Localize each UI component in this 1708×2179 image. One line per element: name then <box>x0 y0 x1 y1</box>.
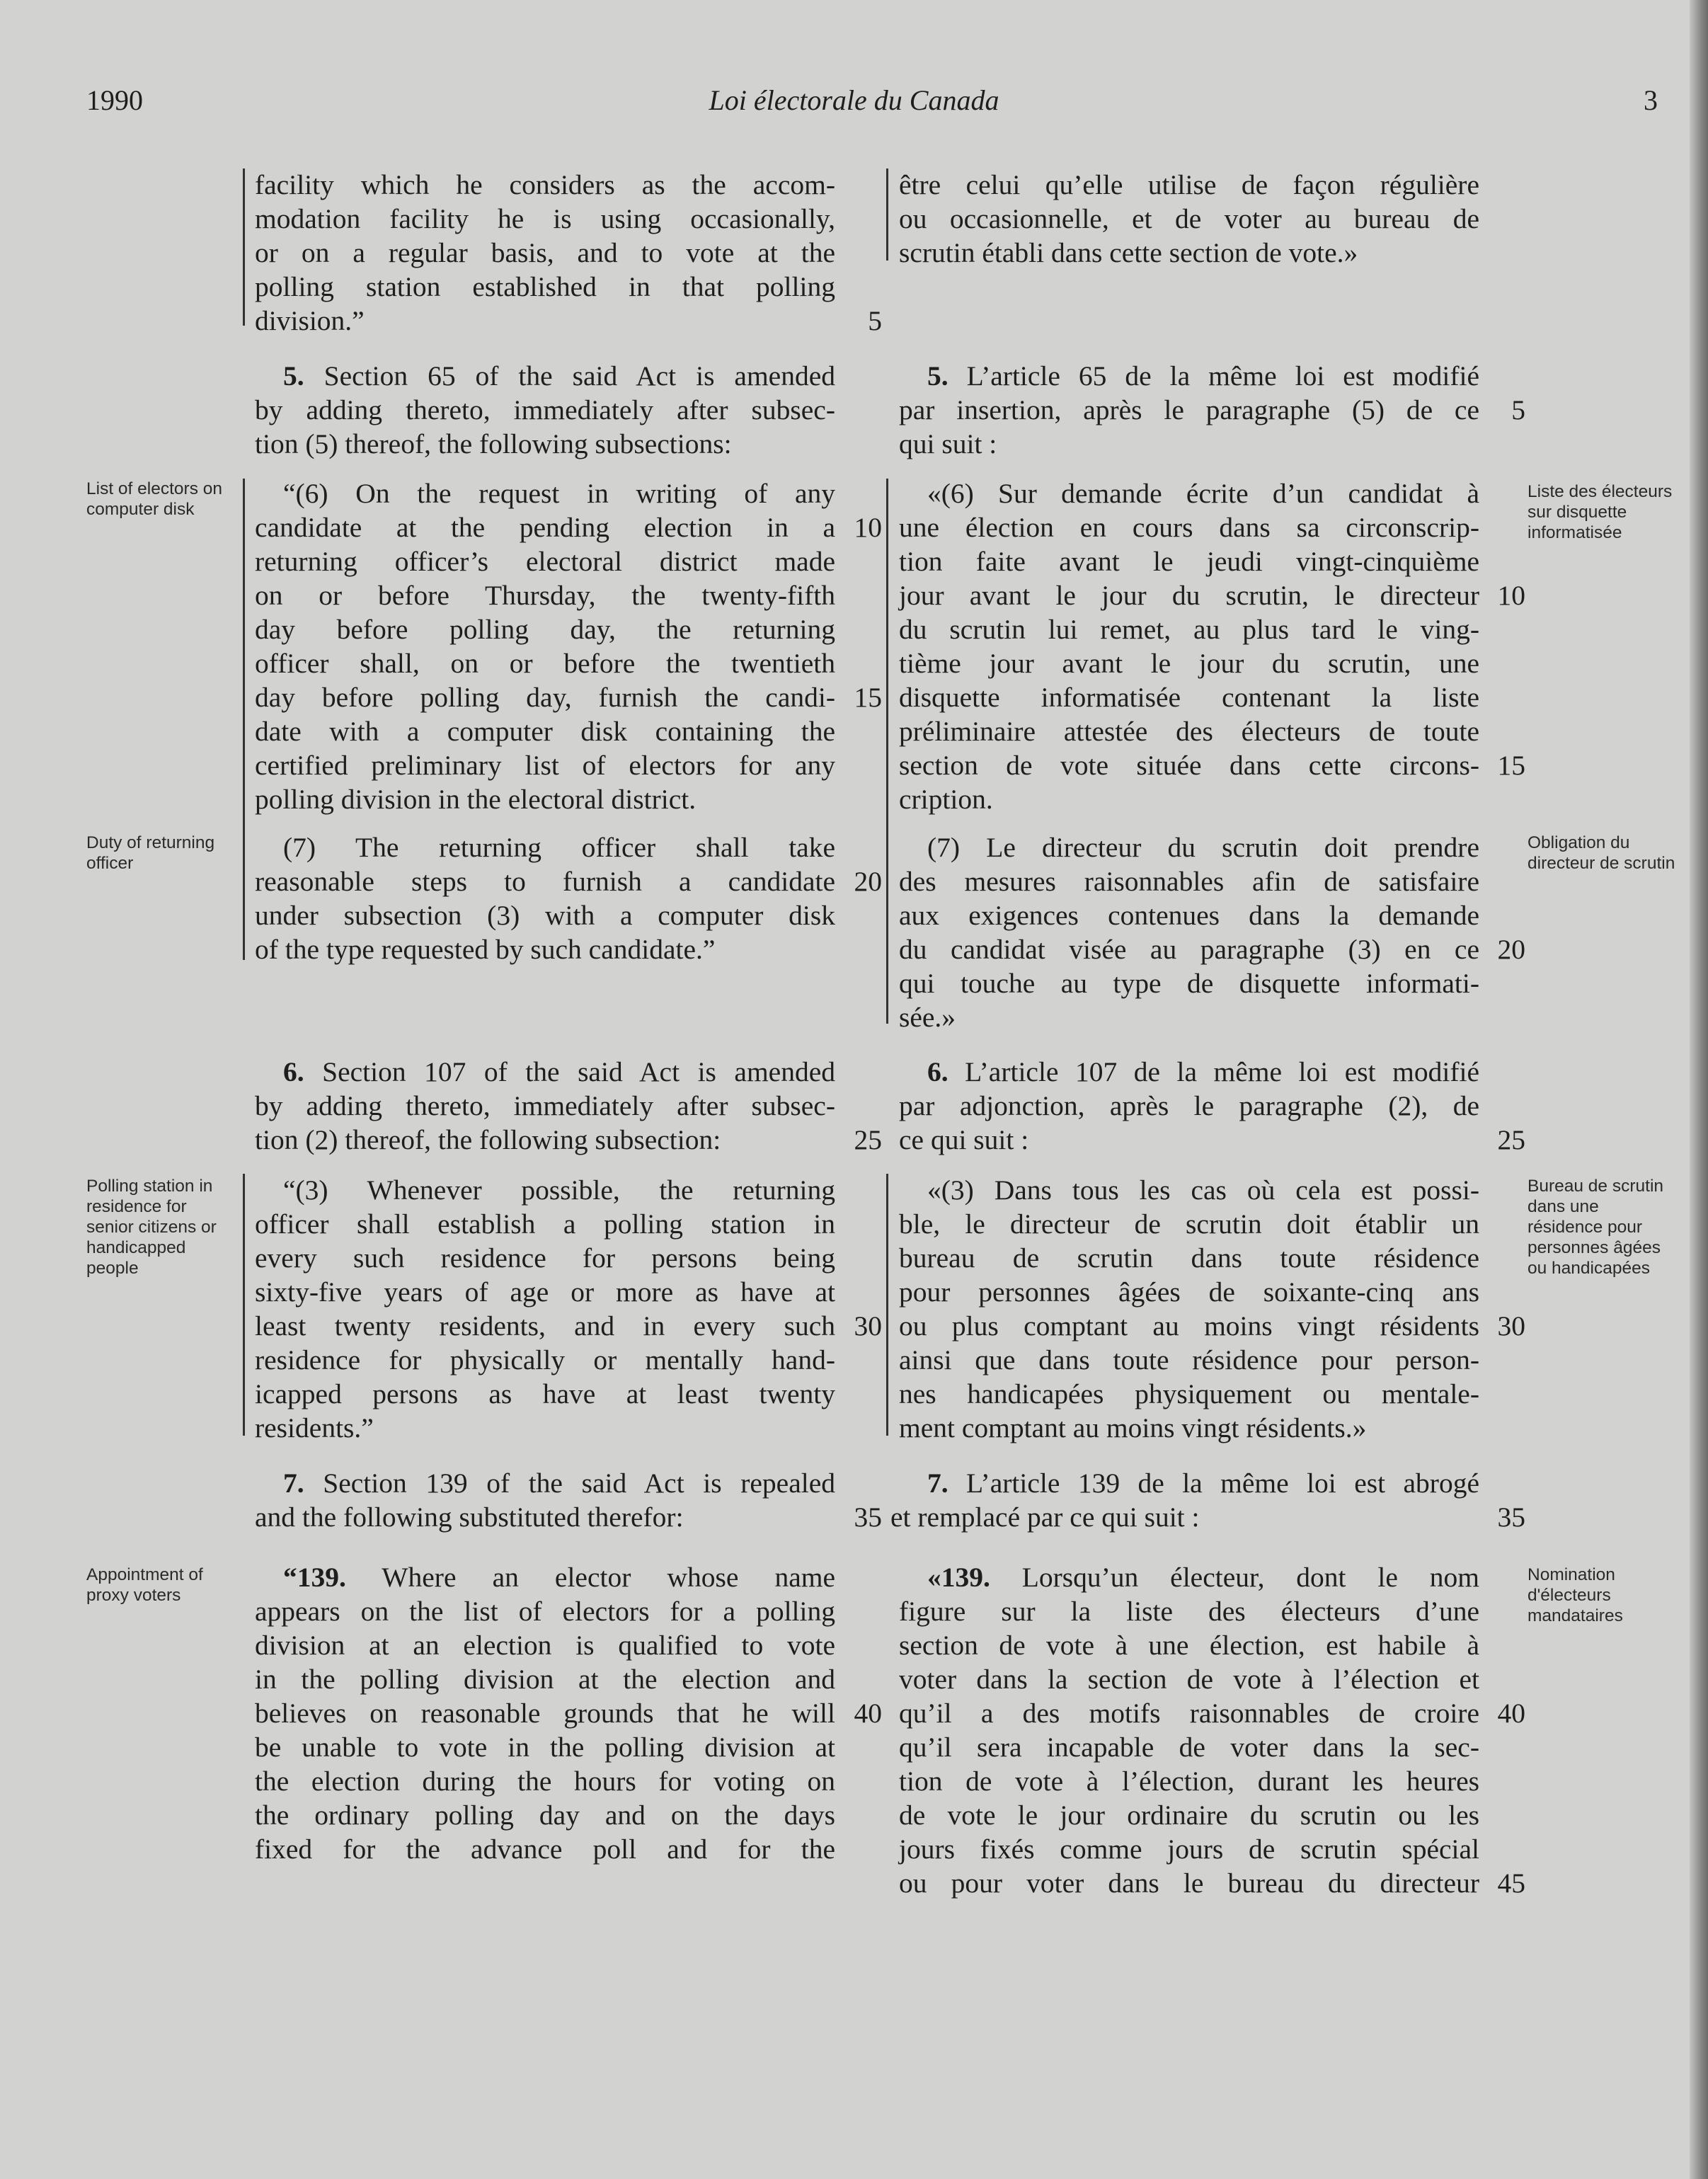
text-line: reasonable steps to furnish a candidate <box>255 866 835 897</box>
amendment-bar-en <box>243 168 245 326</box>
text-line-subsection: «(3) Dans tous les cas où cela est possi- <box>927 1174 1479 1206</box>
text-line: par adjonction, après le paragraphe (2), de <box>899 1090 1479 1121</box>
text-line: division.” <box>255 305 365 336</box>
line-number-fr: 40 <box>1497 1698 1525 1729</box>
text-line: nes handicapées physiquement ou mentale- <box>899 1378 1479 1409</box>
text-line: certified preliminary list of electors for any <box>255 750 835 781</box>
line-number-fr: 35 <box>1497 1502 1525 1533</box>
text-line-subsection: «(6) Sur demande écrite d’un candidat à <box>927 478 1479 509</box>
text-line: pour personnes âgées de soixante-cinq ans <box>899 1276 1479 1308</box>
text-line: of the type requested by such candidate.” <box>255 934 716 965</box>
text-line-subsection: (7) The returning officer shall take <box>283 832 835 863</box>
text-line: by adding thereto, immediately after subsec- <box>255 394 835 425</box>
text-line-subsection: “(6) On the request in writing of any <box>283 478 835 509</box>
line-number-fr: 45 <box>1497 1868 1525 1899</box>
text-line: ou occasionnelle, et de voter au bureau de <box>899 203 1479 234</box>
text-line: in the polling division at the election and <box>255 1664 835 1695</box>
text-line: ainsi que dans toute résidence pour person- <box>899 1344 1479 1376</box>
text-line: cription. <box>899 784 993 815</box>
line-number-en: 40 <box>854 1698 882 1729</box>
margin-note-fr-bureau-residence: Bureau de scrutin dans une résidence pour personnes âgées ou handicapées <box>1528 1177 1664 1278</box>
text-line: officer shall, on or before the twentieth <box>255 648 835 679</box>
text-line: returning officer’s electoral district made <box>255 546 835 577</box>
line-number-en: 35 <box>854 1502 882 1533</box>
text-line: tion faite avant le jeudi vingt-cinquième <box>899 546 1479 577</box>
text-line: polling station established in that polling <box>255 271 835 302</box>
line-number-en: 30 <box>854 1310 882 1342</box>
text-line: the election during the hours for voting on <box>255 1766 835 1797</box>
text-line: ble, le directeur de scrutin doit établir un <box>899 1208 1479 1240</box>
text-line: par insertion, après le paragraphe (5) de ce <box>899 394 1479 425</box>
amendment-bar-en <box>243 479 245 960</box>
text-line: day before polling day, furnish the candi- <box>255 682 835 713</box>
text-line: jours fixés comme jours de scrutin spécial <box>899 1834 1479 1865</box>
text-line: des mesures raisonnables afin de satisfaire <box>899 866 1479 897</box>
text-line-section-heading: 5. L’article 65 de la même loi est modifié <box>927 360 1479 391</box>
line-number-en: 15 <box>854 682 882 713</box>
text-line: voter dans la section de vote à l’élection et <box>899 1664 1479 1695</box>
text-line: tion (2) thereof, the following subsection: <box>255 1124 721 1155</box>
margin-note-fr-electeurs-mandataires: Nomination d'électeurs mandataires <box>1528 1565 1623 1625</box>
margin-note-en-polling-station-residence: Polling station in residence for senior citizens or handicapped people <box>86 1177 217 1278</box>
text-line: qui touche au type de disquette informati- <box>899 968 1479 999</box>
text-line: tion de vote à l’élection, durant les heures <box>899 1766 1479 1797</box>
text-line: sée.» <box>899 1002 956 1033</box>
text-line: be unable to vote in the polling division at <box>255 1732 835 1763</box>
text-line: du candidat visée au paragraphe (3) en ce <box>899 934 1479 965</box>
text-line: least twenty residents, and in every such <box>255 1310 835 1342</box>
text-line: icapped persons as have at least twenty <box>255 1378 835 1409</box>
line-number-en: 20 <box>854 866 882 897</box>
text-line: du scrutin lui remet, au plus tard le ving- <box>899 614 1479 645</box>
amendment-bar-en <box>243 1174 245 1436</box>
header-page-number: 3 <box>1644 84 1658 116</box>
text-line: division at an election is qualified to vote <box>255 1630 835 1661</box>
text-line: section de vote à une élection, est habile à <box>899 1630 1479 1661</box>
margin-note-en-proxy-voters: Appointment of proxy voters <box>86 1565 203 1605</box>
text-line: ce qui suit : <box>899 1124 1029 1155</box>
text-line: qui suit : <box>899 428 997 459</box>
text-line: every such residence for persons being <box>255 1242 835 1274</box>
text-line: tième jour avant le jour du scrutin, une <box>899 648 1479 679</box>
text-line: disquette informatisée contenant la liste <box>899 682 1479 713</box>
text-line: préliminaire attestée des électeurs de toute <box>899 716 1479 747</box>
text-line: facility which he considers as the accom- <box>255 169 835 200</box>
text-line-section-heading: 7. Section 139 of the said Act is repealed <box>283 1468 835 1499</box>
header-title: Loi électorale du Canada <box>709 84 999 116</box>
text-line-subsection: (7) Le directeur du scrutin doit prendre <box>927 832 1479 863</box>
text-line: or on a regular basis, and to vote at the <box>255 237 835 268</box>
page-edge-shadow <box>1690 0 1708 2179</box>
margin-note-en-duty-returning-officer: Duty of returning officer <box>86 833 215 873</box>
text-line-section-heading: «139. Lorsqu’un électeur, dont le nom <box>927 1562 1479 1593</box>
text-line: tion (5) thereof, the following subsections: <box>255 428 732 459</box>
margin-note-en-list-of-electors: List of electors on computer disk <box>86 479 223 519</box>
text-line: qu’il sera incapable de voter dans la sec- <box>899 1732 1479 1763</box>
text-line: qu’il a des motifs raisonnables de croire <box>899 1698 1479 1729</box>
text-line: believes on reasonable grounds that he will <box>255 1698 835 1729</box>
text-line: ou pour voter dans le bureau du directeur <box>899 1868 1479 1899</box>
text-line-section-heading: 5. Section 65 of the said Act is amended <box>283 360 835 391</box>
margin-note-fr-liste-electeurs: Liste des électeurs sur disquette informatisée <box>1528 482 1673 542</box>
amendment-bar-fr <box>886 1174 888 1436</box>
text-line: appears on the list of electors for a polling <box>255 1596 835 1627</box>
amendment-bar-fr <box>886 168 888 261</box>
line-number-fr: 10 <box>1497 580 1525 611</box>
header-year: 1990 <box>86 84 143 116</box>
line-number-fr: 5 <box>1511 394 1525 425</box>
line-number-fr: 15 <box>1497 750 1525 781</box>
text-line-section-heading: “139. Where an elector whose name <box>283 1562 835 1593</box>
text-line: officer shall establish a polling station in <box>255 1208 835 1240</box>
text-line: section de vote située dans cette circons- <box>899 750 1479 781</box>
line-number-en: 5 <box>868 305 882 336</box>
text-line: ou plus comptant au moins vingt résidents <box>899 1310 1479 1342</box>
text-line: une élection en cours dans sa circonscrip- <box>899 512 1479 543</box>
line-number-fr: 25 <box>1497 1124 1525 1155</box>
text-line: fixed for the advance poll and for the <box>255 1834 835 1865</box>
text-line: and the following substituted therefor: <box>255 1502 684 1533</box>
text-line: on or before Thursday, the twenty-fifth <box>255 580 835 611</box>
text-line: the ordinary polling day and on the days <box>255 1800 835 1831</box>
text-line-section-heading: 6. L’article 107 de la même loi est modifié <box>927 1056 1479 1087</box>
text-line: ment comptant au moins vingt résidents.» <box>899 1412 1367 1443</box>
line-number-en: 10 <box>854 512 882 543</box>
text-line: figure sur la liste des électeurs d’une <box>899 1596 1479 1627</box>
text-line: residence for physically or mentally hand- <box>255 1344 835 1376</box>
line-number-fr: 30 <box>1497 1310 1525 1342</box>
text-line: scrutin établi dans cette section de vote.» <box>899 237 1358 268</box>
text-line: residents.” <box>255 1412 374 1443</box>
text-line-section-heading: 7. L’article 139 de la même loi est abrogé <box>927 1468 1479 1499</box>
text-line-section-heading: 6. Section 107 of the said Act is amended <box>283 1056 835 1087</box>
text-line: et remplacé par ce qui suit : <box>890 1502 1200 1533</box>
text-line: sixty-five years of age or more as have at <box>255 1276 835 1308</box>
line-number-fr: 20 <box>1497 934 1525 965</box>
text-line: day before polling day, the returning <box>255 614 835 645</box>
text-line: polling division in the electoral district. <box>255 784 697 815</box>
text-line: être celui qu’elle utilise de façon régulière <box>899 169 1479 200</box>
text-line: jour avant le jour du scrutin, le directeur <box>899 580 1479 611</box>
text-line: candidate at the pending election in a <box>255 512 835 543</box>
text-line: modation facility he is using occasionally, <box>255 203 835 234</box>
line-number-en: 25 <box>854 1124 882 1155</box>
text-line: by adding thereto, immediately after subsec- <box>255 1090 835 1121</box>
margin-note-fr-obligation-directeur: Obligation du directeur de scrutin <box>1528 833 1675 873</box>
text-line: de vote le jour ordinaire du scrutin ou les <box>899 1800 1479 1831</box>
text-line-subsection: “(3) Whenever possible, the returning <box>283 1174 835 1206</box>
amendment-bar-fr <box>886 479 888 1024</box>
text-line: bureau de scrutin dans toute résidence <box>899 1242 1479 1274</box>
text-line: date with a computer disk containing the <box>255 716 835 747</box>
text-line: under subsection (3) with a computer disk <box>255 900 835 931</box>
text-line: aux exigences contenues dans la demande <box>899 900 1479 931</box>
